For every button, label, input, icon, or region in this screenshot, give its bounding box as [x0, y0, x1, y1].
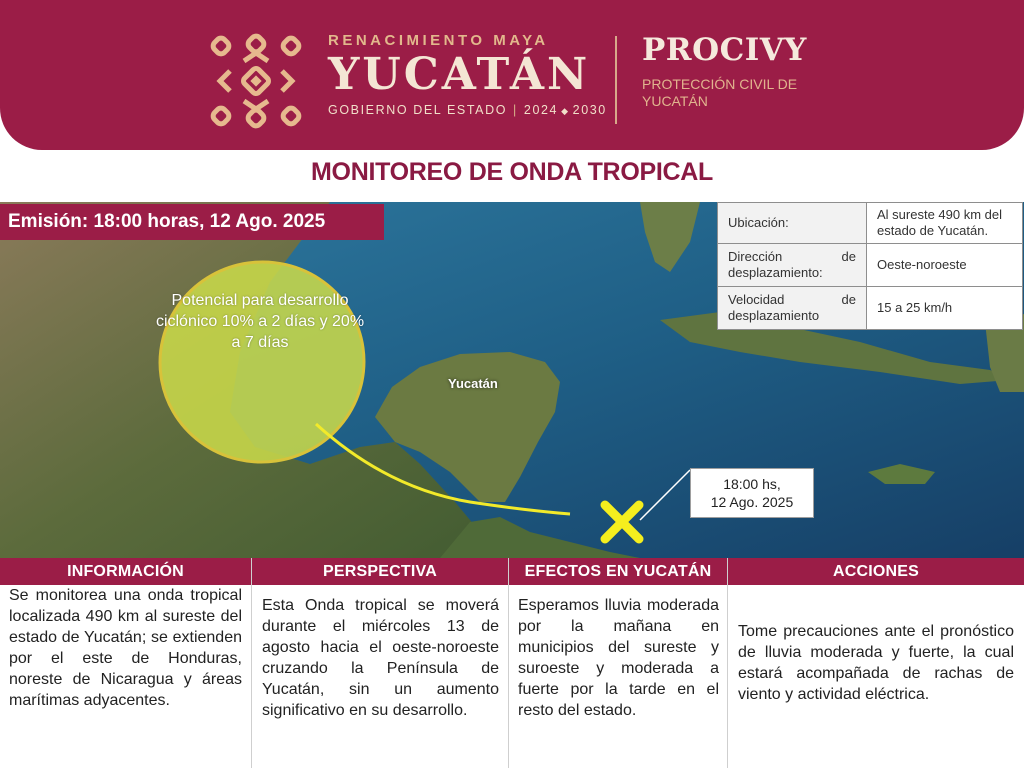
position-time-label [690, 468, 814, 518]
location-label: Ubicación: [718, 203, 867, 244]
separator: | [513, 103, 518, 117]
table-row [718, 203, 1023, 244]
location-value: Al sureste 490 km del estado de Yucatán. [867, 203, 1023, 244]
agency-subtitle: PROTECCIÓN CIVIL DE YUCATÁN [642, 76, 798, 109]
brand-sub-year-start: 2024 [523, 103, 559, 117]
position-time: 18:00 hs, [723, 476, 781, 492]
panel-perspectiva [252, 558, 509, 768]
panel-heading: INFORMACIÓN [0, 558, 251, 585]
mayan-pattern-icon [208, 33, 304, 129]
brand-subtitle [328, 103, 607, 117]
panel-informacion [0, 558, 252, 768]
diamond-icon: ◆ [561, 106, 570, 116]
panel-acciones [728, 558, 1024, 768]
page-title: MONITOREO DE ONDA TROPICAL [311, 158, 713, 186]
potential-label: Potencial para desarrollo ciclónico 10% a 2 días y 20% a 7 días [155, 292, 365, 351]
brand-sub-government: GOBIERNO DEL ESTADO [328, 103, 508, 117]
brand-kicker: RENACIMIENTO MAYA [328, 32, 549, 49]
info-panels [0, 558, 1024, 768]
brand-block [328, 32, 607, 117]
brand-sub-year-end: 2030 [572, 103, 607, 117]
info-table [717, 202, 1023, 330]
direction-label: Dirección de desplazamiento: [718, 244, 867, 287]
header-banner [0, 0, 1024, 150]
panel-text: Tome precauciones ante el pronóstico de lluvia moderada y fuerte, la cual estará acompañada de rachas de viento y actividad eléctrica. [738, 623, 1014, 703]
header-divider [615, 36, 617, 124]
brand-name: YUCATÁN [328, 49, 591, 100]
emission-banner: Emisión: 18:00 horas, 12 Ago. 2025 [0, 204, 384, 240]
table-row [718, 244, 1023, 287]
yucatan-place-label: Yucatán [448, 376, 498, 391]
agency-block [642, 32, 822, 110]
panel-heading: ACCIONES [728, 558, 1024, 585]
table-row [718, 287, 1023, 330]
panel-heading: EFECTOS EN YUCATÁN [509, 558, 727, 585]
panel-text: Esta Onda tropical se moverá durante el miércoles 13 de agosto hacia el oeste-noroeste cruzando la Península de Yucatán, sin un aumento significativo en su desarrollo. [262, 597, 499, 719]
direction-value: Oeste-noroeste [867, 244, 1023, 287]
panel-text: Se monitorea una onda tropical localizada 490 km al sureste del estado de Yucatán; se extienden por el este de Honduras, noreste de Nicaragua y áreas marítimas adyacentes. [9, 587, 242, 709]
panel-efectos [509, 558, 728, 768]
agency-name: PROCIVY [642, 32, 807, 68]
position-date: 12 Ago. 2025 [710, 494, 794, 510]
panel-text: Esperamos lluvia moderada por la mañana en municipios del sureste y suroeste y moderada a fuerte por la tarde en el resto del estado. [518, 597, 719, 719]
speed-value: 15 a 25 km/h [867, 287, 1023, 330]
panel-heading: PERSPECTIVA [252, 558, 508, 585]
speed-label: Velocidad de desplazamiento [718, 287, 867, 330]
